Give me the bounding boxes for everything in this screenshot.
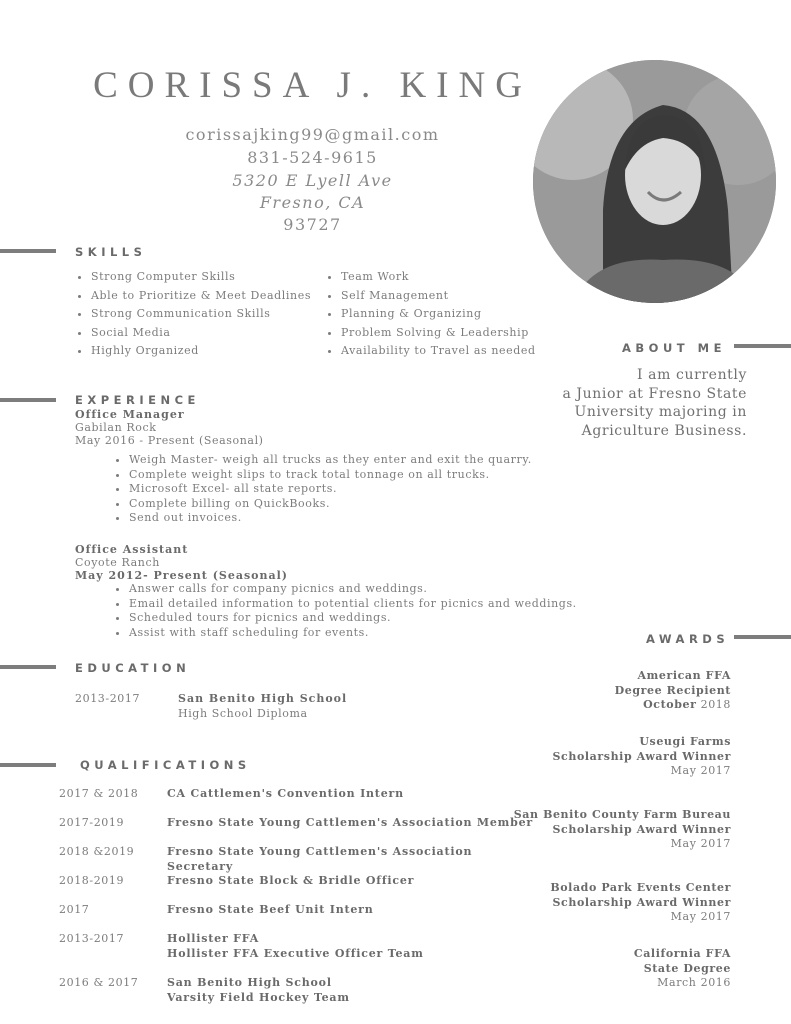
skill-item: • Strong Computer Skills bbox=[91, 268, 331, 287]
qualification-row bbox=[59, 903, 539, 918]
about-heading: ABOUT ME bbox=[622, 341, 726, 355]
qualification-years: 2016 & 2017 bbox=[59, 976, 139, 989]
resume-name: CORISSA J. KING bbox=[93, 65, 532, 106]
skill-item: • Strong Communication Skills bbox=[91, 305, 331, 324]
skills-list-left bbox=[75, 268, 331, 361]
qualification-title: San Benito High School bbox=[167, 976, 332, 989]
skill-item: • Self Management bbox=[341, 287, 581, 306]
job-bullet: • Send out invoices. bbox=[129, 511, 575, 526]
skills-list-right bbox=[325, 268, 581, 361]
award-title: American FFA bbox=[637, 669, 731, 682]
qualification-title: Fresno State Beef Unit Intern bbox=[167, 903, 374, 916]
award-subtitle: State Degree bbox=[643, 961, 731, 975]
city-text: Fresno, CA bbox=[259, 193, 366, 212]
job-bullet: • Complete weight slips to track total tonnage on all trucks. bbox=[129, 468, 575, 483]
qualification-years: 2018 &2019 bbox=[59, 845, 135, 858]
job-office-manager bbox=[75, 408, 575, 526]
qualification-title: Hollister FFA bbox=[167, 932, 260, 945]
qualification-title: Fresno State Young Cattlemen's Association Secretary bbox=[167, 845, 473, 873]
about-bar bbox=[734, 344, 791, 348]
award-date bbox=[615, 698, 731, 713]
job-role: Office Manager bbox=[75, 408, 185, 421]
job-office-assistant bbox=[75, 543, 585, 640]
award-item bbox=[550, 881, 731, 925]
award-item bbox=[553, 735, 732, 779]
job-bullets bbox=[113, 582, 585, 640]
award-year: 2018 bbox=[696, 698, 731, 712]
job-dates: May 2016 - Present (Seasonal) bbox=[75, 434, 264, 447]
award-item bbox=[514, 808, 731, 852]
job-dates: May 2012- Present (Seasonal) bbox=[75, 569, 289, 582]
job-bullet: • Email detailed information to potential clients for picnics and weddings. bbox=[129, 597, 585, 612]
award-date: May 2017 bbox=[670, 764, 731, 778]
education-degree: High School Diploma bbox=[178, 707, 308, 720]
award-title: San Benito County Farm Bureau bbox=[513, 808, 731, 821]
qualification-row bbox=[59, 816, 539, 831]
email-text: corissajking99@gmail.com bbox=[185, 125, 440, 144]
about-text bbox=[547, 366, 747, 440]
award-subtitle: Scholarship Award Winner bbox=[552, 895, 731, 909]
job-bullet: • Assist with staff scheduling for events. bbox=[129, 626, 585, 641]
about-line: I am currently bbox=[636, 367, 747, 383]
about-line: Agriculture Business. bbox=[581, 422, 747, 439]
job-bullet: • Weigh Master- weigh all trucks as they enter and exit the quarry. bbox=[129, 453, 575, 468]
education-heading: EDUCATION bbox=[75, 661, 191, 675]
qualification-years: 2018-2019 bbox=[59, 874, 125, 887]
qualifications-heading: QUALIFICATIONS bbox=[80, 758, 251, 772]
award-subtitle: Scholarship Award Winner bbox=[552, 822, 731, 836]
portrait-illustration bbox=[533, 60, 776, 303]
qualification-title-line2: Hollister FFA Executive Officer Team bbox=[167, 946, 424, 960]
street-text: 5320 E Lyell Ave bbox=[232, 171, 393, 190]
award-subtitle: Degree Recipient bbox=[614, 683, 731, 697]
award-item bbox=[615, 669, 731, 713]
job-role: Office Assistant bbox=[75, 543, 189, 556]
education-school: San Benito High School bbox=[178, 692, 348, 705]
qualification-row bbox=[59, 932, 539, 962]
skill-item: • Problem Solving & Leadership bbox=[341, 324, 581, 343]
qualification-title: Fresno State Young Cattlemen's Association Member bbox=[167, 816, 534, 829]
experience-bar bbox=[0, 398, 56, 402]
qualification-title: CA Cattlemen's Convention Intern bbox=[167, 787, 404, 800]
profile-photo bbox=[533, 60, 776, 303]
awards-bar bbox=[734, 635, 791, 639]
job-bullet: • Complete billing on QuickBooks. bbox=[129, 497, 575, 512]
qualification-row bbox=[59, 845, 539, 873]
award-title: California FFA bbox=[633, 947, 731, 960]
skills-bar bbox=[0, 249, 56, 253]
about-line: University majoring in bbox=[574, 404, 747, 420]
skill-item: • Availability to Travel as needed bbox=[341, 342, 581, 361]
award-date: May 2017 bbox=[670, 910, 731, 924]
job-company: Gabilan Rock bbox=[75, 421, 157, 434]
job-bullet: • Answer calls for company picnics and weddings. bbox=[129, 582, 585, 597]
award-date: March 2016 bbox=[657, 976, 731, 990]
qualification-years: 2017-2019 bbox=[59, 816, 125, 829]
skills-heading: SKILLS bbox=[75, 245, 147, 259]
skill-item: • Social Media bbox=[91, 324, 331, 343]
award-month: October bbox=[643, 698, 697, 712]
award-date: May 2017 bbox=[670, 837, 731, 851]
job-bullet: • Scheduled tours for picnics and weddings. bbox=[129, 611, 585, 626]
award-subtitle: Scholarship Award Winner bbox=[552, 749, 731, 763]
award-title: Bolado Park Events Center bbox=[550, 881, 731, 894]
qualification-years: 2017 & 2018 bbox=[59, 787, 139, 800]
award-title: Useugi Farms bbox=[639, 735, 731, 748]
qualification-years: 2017 bbox=[59, 903, 90, 916]
skill-item: • Team Work bbox=[341, 268, 581, 287]
qualifications-bar bbox=[0, 763, 56, 767]
education-years: 2013-2017 bbox=[75, 692, 141, 705]
qualification-title-line2: Varsity Field Hockey Team bbox=[167, 990, 350, 1004]
education-bar bbox=[0, 665, 56, 669]
qualification-years: 2013-2017 bbox=[59, 932, 125, 945]
experience-heading: EXPERIENCE bbox=[75, 393, 200, 407]
job-bullets bbox=[113, 453, 575, 526]
qualification-title: Fresno State Block & Bridle Officer bbox=[167, 874, 415, 887]
skill-item: • Planning & Organizing bbox=[341, 305, 581, 324]
awards-heading: AWARDS bbox=[646, 632, 730, 646]
skill-item: • Able to Prioritize & Meet Deadlines bbox=[91, 287, 331, 306]
qualification-row bbox=[59, 787, 539, 802]
about-line: a Junior at Fresno State bbox=[562, 385, 747, 402]
phone-text: 831-524-9615 bbox=[247, 148, 378, 167]
skill-item: • Highly Organized bbox=[91, 342, 331, 361]
award-item bbox=[634, 947, 731, 991]
zip-text: 93727 bbox=[283, 215, 342, 234]
qualification-row bbox=[59, 874, 539, 889]
job-bullet: • Microsoft Excel- all state reports. bbox=[129, 482, 575, 497]
job-company: Coyote Ranch bbox=[75, 556, 160, 569]
qualification-row bbox=[59, 976, 539, 1006]
